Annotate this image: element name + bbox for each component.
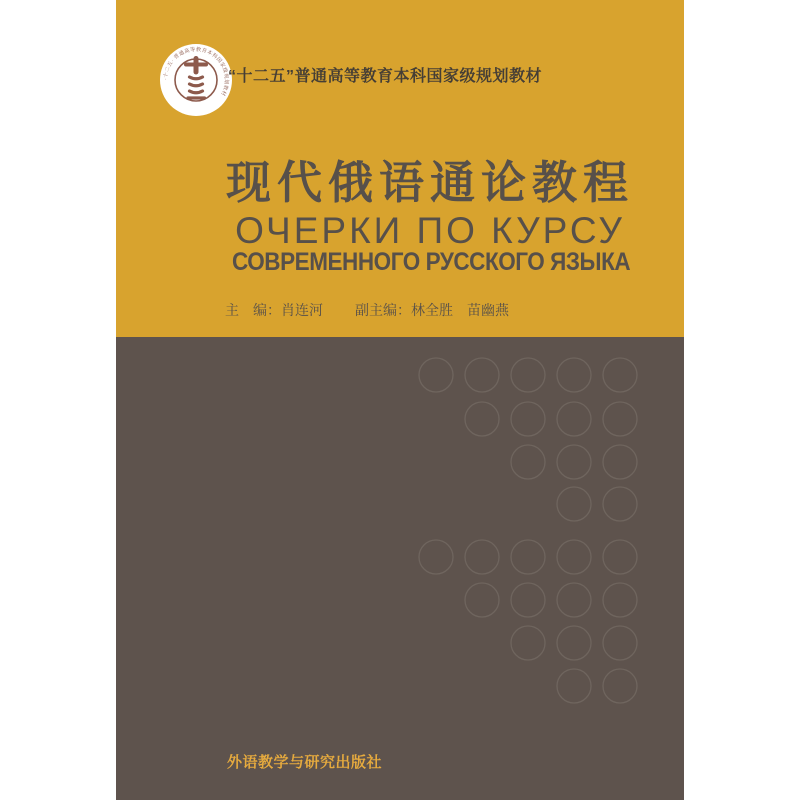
pattern-circle <box>603 540 637 574</box>
deputy-editor-names: 林全胜 苗幽燕 <box>411 302 509 318</box>
pattern-circle <box>511 583 545 617</box>
pattern-circle <box>511 358 545 392</box>
cover-bottom-section <box>116 337 684 800</box>
deputy-editor-label: 副主编： <box>355 302 411 318</box>
pattern-circle <box>511 626 545 660</box>
pattern-circle <box>603 445 637 479</box>
pattern-circle <box>603 402 637 436</box>
pattern-circle <box>603 583 637 617</box>
series-emblem-icon <box>160 44 232 116</box>
pattern-circle <box>511 445 545 479</box>
series-badge-label: “十二五”普通高等教育本科国家级规划教材 <box>228 68 543 85</box>
pattern-circle <box>557 487 591 521</box>
chief-editor-name: 肖连河 <box>281 302 323 318</box>
pattern-circle <box>511 540 545 574</box>
pattern-circle <box>557 402 591 436</box>
pattern-circle <box>557 540 591 574</box>
pattern-circle <box>419 540 453 574</box>
pattern-circle <box>603 626 637 660</box>
emblem-ring-text: ·十二五· 普通高等教育本科国家级规划教材 <box>162 46 230 97</box>
pattern-circle <box>465 402 499 436</box>
pattern-circle <box>511 402 545 436</box>
pattern-circle <box>465 540 499 574</box>
pattern-circle <box>603 358 637 392</box>
pattern-circle <box>603 669 637 703</box>
emblem-monogram <box>186 59 206 99</box>
pattern-circle <box>465 583 499 617</box>
circle-pattern <box>116 337 684 800</box>
book-title-russian-line2: СОВРЕМЕННОГО РУССКОГО ЯЗЫКА <box>232 248 631 276</box>
pattern-circle <box>557 669 591 703</box>
pattern-circle <box>557 445 591 479</box>
book-cover <box>116 0 684 800</box>
chief-editor-label: 主 编： <box>225 302 281 318</box>
pattern-circle <box>465 358 499 392</box>
publisher-name: 外语教学与研究出版社 <box>227 754 383 771</box>
pattern-circle <box>419 358 453 392</box>
editors-line <box>225 300 509 320</box>
pattern-circle <box>557 626 591 660</box>
cover-top-section <box>116 0 684 337</box>
pattern-circle <box>603 487 637 521</box>
book-title-chinese: 现代俄语通论教程 <box>225 158 634 208</box>
pattern-circle <box>557 358 591 392</box>
pattern-circle <box>557 583 591 617</box>
book-title-russian-line1: ОЧЕРКИ ПО КУРСУ <box>235 210 625 251</box>
